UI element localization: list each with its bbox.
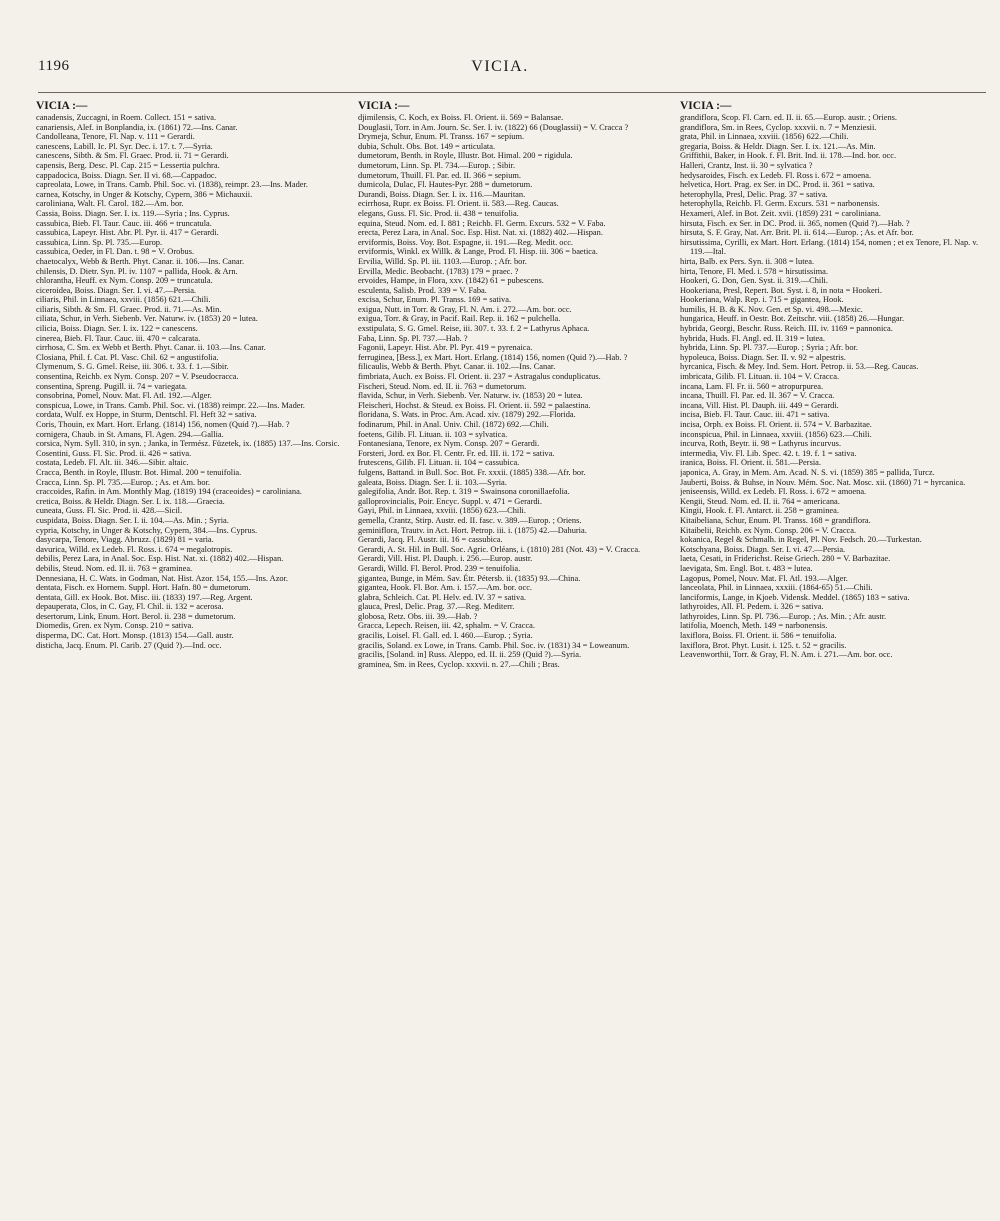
index-entry: glabra, Schleich. Cat. Pl. Helv. ed. IV. 37 = sativa. [358,592,527,602]
index-entry: gracilis, Soland. ex Lowe, in Trans. Camb. Phil. Soc. iv. (1831) 34 = Loweanum. [358,640,630,650]
index-entry: latifolia, Moench, Meth. 149 = narbonensis. [680,621,828,631]
index-entry: laxiflora, Brot. Phyt. Lusit. i. 125. t. 52 = gracilis. [680,640,847,650]
index-entry: exigua, Torr. & Gray, in Pacif. Rail. Rep. ii. 162 = pulchella. [358,314,561,324]
index-entry: canadensis, Zuccagni, in Roem. Collect. 151 = sativa. [36,113,217,122]
index-entry: Diomedis, Gren. ex Nym. Consp. 210 = sativa. [36,621,194,631]
index-entry: helvetica, Hort. Prag. ex Ser. in DC. Prod. ii. 361 = sativa. [680,180,875,190]
index-entry: depauperata, Clos, in C. Gay, Fl. Chil. ii. 132 = acerosa. [36,602,224,612]
index-entry: Jauberti, Boiss. & Buhse, in Nouv. Mém. Soc. Nat. Mosc. xii. (1860) 71 = hyrcanica. [680,477,966,487]
index-entry: dubia, Schult. Obs. Bot. 149 = articulata. [358,141,496,151]
index-entry: geminiflora, Trautv. in Act. Hort. Petrop. iii. i. (1875) 42.—Dahuria. [358,525,587,535]
index-entry: Kengii, Steud. Nom. ed. II. ii. 764 = americana. [680,496,840,506]
index-entry: incana, Thuill. Fl. Par. ed. II. 367 = V. Cracca. [680,391,835,401]
index-entry: gracilis, Loisel. Fl. Gall. ed. I. 460.—Europ. ; Syria. [358,631,533,641]
index-entry: lanciformis, Lange, in Kjoeb. Vidensk. Meddel. (1865) 183 = sativa. [680,592,910,602]
index-entry: cornigera, Chaub. in St. Amans, Fl. Agen. 294.—Gallia. [36,429,224,439]
index-entry: grandiflora, Sm. in Rees, Cyclop. xxxvii. n. 7 = Menziesii. [680,122,877,132]
index-entry: hyrcanica, Fisch. & Mey. Ind. Sem. Hort. Petrop. ii. 53.—Reg. Caucas. [680,362,919,372]
index-entry: Cracca, Benth. in Royle, Illustr. Bot. Himal. 200 = tenuifolia. [36,467,242,477]
index-entry: Gerardi, Willd. Fl. Berol. Prod. 239 = tenuifolia. [358,563,521,573]
index-entry: lathyroides, Linn. Sp. Pl. 736.—Europ. ; As. Min. ; Afr. austr. [680,611,887,621]
index-entry: heterophylla, Presl, Delic. Prag. 37 = sativa. [680,189,828,199]
index-entry: fimbriata, Auch. ex Boiss. Fl. Orient. ii. 237 = Astragalus conduplicatus. [358,372,601,382]
index-entry: Gayi, Phil. in Linnaea, xxviii. (1856) 623.—Chili. [358,506,526,516]
index-entry: cassubica, Linn. Sp. Pl. 735.—Europ. [36,237,163,247]
index-entry: Gerardi, A. St. Hil. in Bull. Soc. Agric. Orléans, i. (1810) 281 (Not. 43) = V. Cracca. [358,544,641,554]
index-entry: dentata, Fisch. ex Hornem. Suppl. Hort. Hafn. 80 = dumetorum. [36,583,251,593]
index-entry: capensis, Berg. Desc. Pl. Cap. 215 = Lessertia pulchra. [36,160,220,170]
index-entry: hybrida, Georgi, Beschr. Russ. Reich. III. iv. 1169 = pannonica. [680,324,893,334]
index-entry: fodinarum, Phil. in Anal. Univ. Chil. (1872) 692.—Chili. [358,420,549,429]
column-heading: VICIA :— [358,100,410,112]
index-entry: consentina, Reichb. ex Nym. Consp. 207 = V. Pseudocracca. [36,372,239,382]
index-entry: excisa, Schur, Enum. Pl. Transs. 169 = sativa. [358,295,512,305]
index-entry: hirta, Tenore, Fl. Med. i. 578 = hirsutissima. [680,266,828,276]
index-entry: disticha, Jacq. Enum. Pl. Carib. 27 (Quid ?).—Ind. occ. [36,640,222,650]
index-entry: djimilensis, C. Koch, ex Boiss. Fl. Orient. ii. 569 = Balansae. [358,113,564,122]
index-entry: canariensis, Alef. in Bonplandia, ix. (1861) 72.—Ins. Canar. [36,122,238,132]
index-entry: chaetocalyx, Webb & Berth. Phyt. Canar. ii. 106.—Ins. Canar. [36,256,245,266]
index-entry: cuneata, Guss. Fl. Sic. Prod. ii. 428.—Sicil. [36,506,183,516]
index-entry: Ervilia, Willd. Sp. Pl. iii. 1103.—Europ. ; Afr. bor. [358,256,527,266]
index-entry: jeniseensis, Willd. ex Ledeb. Fl. Ross. i. 672 = amoena. [680,487,867,497]
index-entry: hybrida, Linn. Sp. Pl. 737.—Europ. ; Syria ; Afr. bor. [680,343,858,353]
index-entry: Kotschyana, Boiss. Diagn. Ser. I. vi. 47.—Persia. [680,544,846,554]
index-entry: dumetorum, Benth. in Royle, Illustr. Bot. Himal. 200 = rigidula. [358,151,573,161]
index-entry: incana, Lam. Fl. Fr. ii. 560 = atropurpurea. [680,381,824,391]
index-entry: dumetorum, Linn. Sp. Pl. 734.—Europ. ; Sibir. [358,160,516,170]
index-entry: kokanica, Regel & Schmalh. in Regel, Pl. Nov. Fedsch. 20.—Turkestan. [680,535,922,545]
index-entry: erviformis, Boiss. Voy. Bot. Espagne, ii. 191.—Reg. Medit. occ. [358,237,574,247]
index-entry: consentina, Spreng. Pugill. ii. 74 = variegata. [36,381,188,391]
index-entry: grata, Phil. in Linnaea, xxviii. (1856) 622.—Chili. [680,132,849,142]
index-entry: intermedia, Viv. Fl. Lib. Spec. 42. t. 19. f. 1 = sativa. [680,448,857,458]
index-entry: conspicua, Lowe, in Trans. Camb. Phil. Soc. vi. (1838) reimpr. 22.—Ins. Mader. [36,400,305,410]
index-entry: debilis, Steud. Nom. ed. II. ii. 763 = graminea. [36,563,193,573]
index-entry: ecirrhosa, Rupr. ex Boiss. Fl. Orient. ii. 583.—Reg. Caucas. [358,199,559,209]
index-entry: Fleischeri, Hochst. & Steud. ex Boiss. Fl. Orient. ii. 592 = palaestina. [358,400,591,410]
index-entry: hirsutissima, Cyrilli, ex Mart. Hort. Erlang. (1814) 154, nomen ; et ex Tenore, Fl. Nap. v. 119.—Ital. [680,237,979,257]
index-entry: dumicola, Dulac, Fl. Hautes-Pyr. 288 = dumetorum. [358,180,533,190]
index-entry: cypria, Kotschy, in Unger & Kotschy, Cypern, 384.—Ins. Cyprus. [36,525,258,535]
index-entry: ervoides, Hampe, in Flora, xxv. (1842) 61 = pubescens. [358,276,544,286]
index-entry: Hexameri, Alef. in Bot. Zeit. xvii. (1859) 231 = caroliniana. [680,208,881,218]
index-entry: hirta, Balb. ex Pers. Syn. ii. 308 = lutea. [680,256,815,266]
column-1 [36,100,348,1200]
index-entry: glauca, Presl, Delic. Prag. 37.—Reg. Mediterr. [358,602,515,612]
index-entry: gregaria, Boiss. & Heldr. Diagn. Ser. I. ix. 121.—As. Min. [680,141,876,151]
index-entry: desertorum, Link, Enum. Hort. Berol. ii. 238 = dumetorum. [36,611,236,621]
index-entry: craccoides, Rafin. in Am. Monthly Mag. (1819) 194 (craceoides) = caroliniana. [36,487,302,497]
index-entry: caroliniana, Walt. Fl. Carol. 182.—Am. bor. [36,199,184,209]
index-entry: davurica, Willd. ex Ledeb. Fl. Ross. i. 674 = megalotropis. [36,544,233,554]
index-entry: imbricata, Gilib. Fl. Lituan. ii. 104 = V. Cracca. [680,372,840,382]
index-entry: consobrina, Pomel, Nouv. Mat. Fl. Atl. 192.—Alger. [36,391,212,401]
index-entry: Fischeri, Steud. Nom. ed. II. ii. 763 = dumetorum. [358,381,527,391]
index-entry: cordata, Wulf. ex Hoppe, in Sturm, Dentschl. Fl. Heft 32 = sativa. [36,410,257,420]
index-entry: Hookeri, G. Don, Gen. Syst. ii. 319.—Chili. [680,276,828,286]
column-heading: VICIA :— [36,100,88,112]
index-entry: corsica, Nym. Syll. 310, in syn. ; Janka, in Termész. Füzetek, ix. (1885) 137.—Ins. Corsic. [36,439,340,449]
index-entry: esculenta, Salisb. Prod. 339 = V. Faba. [358,285,487,295]
index-entry: Halleri, Crantz, Inst. ii. 30 = sylvatica ? [680,160,813,170]
index-entry: hybrida, Huds. Fl. Angl. ed. II. 319 = lutea. [680,333,825,343]
index-entry: foetens, Gilib. Fl. Lituan. ii. 103 = sylvatica. [358,429,508,439]
index-entry: cinerea, Bieb. Fl. Taur. Cauc. iii. 470 = calcarata. [36,333,201,343]
index-entry: Leavenworthii, Torr. & Gray, Fl. N. Am. i. 271.—Am. bor. occ. [680,650,893,660]
index-entry: heterophylla, Reichb. Fl. Germ. Excurs. 531 = narbonensis. [680,199,880,209]
index-entry: frutescens, Gilib. Fl. Lituan. ii. 104 = cassubica. [358,458,520,468]
index-entry: Faba, Linn. Sp. Pl. 737.—Hab. ? [358,333,468,343]
index-entry: Ervilla, Medic. Beobacht. (1783) 179 = praec. ? [358,266,519,276]
index-entry: hirsuta, Fisch. ex Ser. in DC. Prod. ii. 365, nomen (Quid ?).—Hab. ? [680,218,910,228]
index-entry: laeta, Cesati, in Friderichst. Reise Griech. 280 = V. Barbazitae. [680,554,891,564]
index-entry: Kingii, Hook. f. Fl. Antarct. ii. 258 = graminea. [680,506,839,516]
index-entry: grandiflora, Scop. Fl. Carn. ed. II. ii. 65.—Europ. austr. ; Oriens. [680,113,898,122]
index-entry: disperma, DC. Cat. Hort. Monsp. (1813) 154.—Gall. austr. [36,631,234,641]
index-entry: erecta, Perez Lara, in Anal. Soc. Esp. Hist. Nat. xi. (1882) 402.—Hispan. [358,228,603,238]
index-entry: galeata, Boiss. Diagn. Ser. I. ii. 103.—Syria. [358,477,507,487]
running-head: VICIA. [471,58,529,75]
index-entry: gigantea, Hook. Fl. Bor. Am. i. 157.—Am. bor. occ. [358,583,532,593]
index-entry: Cosentini, Guss. Fl. Sic. Prod. ii. 426 = sativa. [36,448,192,458]
index-entry: dasycarpa, Tenore, Viagg. Abruzz. (1829) 81 = varia. [36,535,214,545]
index-entry: Gerardi, Vill. Hist. Pl. Dauph. i. 256.—Europ. austr. [358,554,533,564]
index-entry: cretica, Boiss. & Heldr. Diagn. Ser. I. ix. 118.—Graecia. [36,496,225,506]
index-entry: gracilis, [Soland. in] Russ. Aleppo, ed. II. ii. 259 (Quid ?).—Syria. [358,650,582,660]
index-entry: gigantea, Bunge, in Mém. Sav. Étr. Pétersb. ii. (1835) 93.—China. [358,573,581,583]
index-entry: filicaulis, Webb & Berth. Phyt. Canar. ii. 102.—Ins. Canar. [358,362,556,372]
index-entry: exigua, Nutt. in Torr. & Gray, Fl. N. Am. i. 272.—Am. bor. occ. [358,304,572,314]
index-entry: Gracca, Lepech. Reisen, iii. 42, sphalm. = V. Cracca. [358,621,535,631]
index-entry: humilis, H. B. & K. Nov. Gen. et Sp. vi. 498.—Mexic. [680,304,863,314]
index-entry: Fagonii, Lapeyr. Hist. Abr. Pl. Pyr. 419 = pyrenaica. [358,343,533,353]
index-entry: Kitaibelii, Reichb. ex Nym. Consp. 206 = V. Cracca. [680,525,857,535]
index-entry: graminea, Sm. in Rees, Cyclop. xxxvii. n. 27.—Chili ; Bras. [358,659,560,669]
index-entry: chlorantha, Heuff. ex Nym. Consp. 209 = truncatula. [36,276,213,286]
index-entry: cuspidata, Boiss. Diagn. Ser. I. ii. 104.—As. Min. ; Syria. [36,515,229,525]
index-entry: Lagopus, Pomel, Nouv. Mat. Fl. Atl. 193.—Alger. [680,573,848,583]
index-entry: Durandi, Boiss. Diagn. Ser. I. ix. 116.—Mauritan. [358,189,526,199]
index-entry: lathyroides, All. Fl. Pedem. i. 326 = sativa. [680,602,824,612]
index-entry: hungarica, Heuff. in Oestr. Bot. Zeitschr. viii. (1858) 26.—Hungar. [680,314,905,324]
index-entry: Griffithii, Baker, in Hook. f. Fl. Brit. Ind. ii. 178.—Ind. bor. occ. [680,151,897,161]
index-entry: carnea, Kotschy, in Unger & Kotschy, Cypern, 386 = Michauxii. [36,189,253,199]
index-entry: ciliata, Schur, in Verh. Siebenb. Ver. Naturw. iv. (1853) 20 = lutea. [36,314,258,324]
index-entry: floridana, S. Wats. in Proc. Am. Acad. xiv. (1879) 292.—Florida. [358,410,576,420]
index-entry: Drymeja, Schur, Enum. Pl. Transs. 167 = sepium. [358,132,525,142]
index-entry: laevigata, Sm. Engl. Bot. t. 483 = lutea. [680,563,813,573]
index-entry: canescens, Sibth. & Sm. Fl. Graec. Prod. ii. 71 = Gerardi. [36,151,229,161]
index-entry: canescens, Labill. Ic. Pl. Syr. Dec. i. 17. t. 7.—Syria. [36,141,213,151]
page-number: 1196 [38,58,70,74]
index-entry: Candolleana, Tenore, Fl. Nap. v. 111 = Gerardi. [36,132,195,142]
index-entry: Closiana, Phil. f. Cat. Pl. Vasc. Chil. 62 = angustifolia. [36,352,219,362]
index-entry: incisa, Orph. ex Boiss. Fl. Orient. ii. 574 = V. Barbazitae. [680,420,872,429]
index-entry: lanceolata, Phil. in Linnaea, xxxiii. (1864-65) 51.—Chili. [680,583,873,593]
index-entry: galloprovincialis, Poir. Encyc. Suppl. v. 471 = Gerardi. [358,496,542,506]
index-entry: fulgens, Battand. in Bull. Soc. Bot. Fr. xxxii. (1885) 338.—Afr. bor. [358,467,586,477]
index-entry: erviformis, Winkl. ex Willk. & Lange, Prod. Fl. Hisp. iii. 306 = baetica. [358,247,598,257]
index-entry: capreolata, Lowe, in Trans. Camb. Phil. Soc. vi. (1838), reimpr. 23.—Ins. Mader. [36,180,308,190]
index-entry: cilicia, Boiss. Diagn. Ser. I. ix. 122 = canescens. [36,324,198,334]
column-3 [680,100,992,1200]
index-entry: cassubica, Lapeyr. Hist. Abr. Pl. Pyr. ii. 417 = Gerardi. [36,228,219,238]
index-entry: cassubica, Bieb. Fl. Taur. Cauc. iii. 466 = truncatula. [36,218,212,228]
index-entry: Clymenum, S. G. Gmel. Reise, iii. 306. t. 33. f. 1.—Sibir. [36,362,229,372]
index-entry: incurva, Roth, Beytr. ii. 98 = Lathyrus incurvus. [680,439,842,449]
index-entry: Cracca, Linn. Sp. Pl. 735.—Europ. ; As. et Am. bor. [36,477,210,487]
index-columns [36,100,992,1200]
index-entry: Kitaibeliana, Schur, Enum. Pl. Transs. 168 = grandiflora. [680,515,871,525]
header-rule [38,92,986,93]
index-entry: dumetorum, Thuill. Fl. Par. ed. II. 366 = sepium. [358,170,521,180]
index-entry: cassubica, Oeder, in Fl. Dan. t. 98 = V. Orobus. [36,247,195,257]
index-entry: ciliaris, Phil. in Linnaea, xxviii. (1856) 621.—Chili. [36,295,211,305]
index-entry: cirrhosa, C. Sm. ex Webb et Berth. Phyt. Canar. ii. 103.—Ins. Canar. [36,343,266,353]
index-entry: inconspicua, Phil. in Linnaea, xxviii. (1856) 623.—Chili. [680,429,872,439]
index-entry: elegans, Guss. Fl. Sic. Prod. ii. 438 = tenuifolia. [358,208,519,218]
index-entry: laxiflora, Boiss. Fl. Orient. ii. 586 = tenuifolia. [680,631,837,641]
index-entry: gemella, Crantz, Stirp. Austr. ed. II. fasc. v. 389.—Europ. ; Oriens. [358,515,582,525]
index-entry: equina, Steud. Nom. ed. I. 881 ; Reichb. Fl. Germ. Excurs. 532 = V. Faba. [358,218,606,228]
index-entry: hedysaroides, Fisch. ex Ledeb. Fl. Ross i. 672 = amoena. [680,170,872,180]
index-entry: exstipulata, S. G. Gmel. Reise, iii. 307. t. 33. f. 2 = Lathyrus Aphaca. [358,324,590,334]
column-heading: VICIA :— [680,100,732,112]
index-entry: Dennesiana, H. C. Wats. in Godman, Nat. Hist. Azor. 154, 155.—Ins. Azor. [36,573,289,583]
index-entry: Forsteri, Jord. ex Bor. Fl. Centr. Fr. ed. III. ii. 172 = sativa. [358,448,555,458]
index-entry: Coris, Thouin, ex Mart. Hort. Erlang. (1814) 156, nomen (Quid ?).—Hab. ? [36,420,290,429]
index-entry: incisa, Bieb. Fl. Taur. Cauc. iii. 471 = sativa. [680,410,830,420]
index-entry: ciceroidea, Boiss. Diagn. Ser. I. vi. 47.—Persia. [36,285,197,295]
index-entry: Gerardi, Jacq. Fl. Austr. iii. 16 = cassubica. [358,535,503,545]
index-entry: costata, Ledeb. Fl. Alt. iii. 346.—Sibir. altaic. [36,458,189,468]
index-entry: ciliaris, Sibth. & Sm. Fl. Graec. Prod. ii. 71.—As. Min. [36,304,222,314]
index-entry: iranica, Boiss. Fl. Orient. ii. 581.—Persia. [680,458,821,468]
index-entry: chilensis, D. Dietr. Syn. Pl. iv. 1107 = pallida, Hook. & Arn. [36,266,238,276]
index-entry: ferruginea, [Bess.], ex Mart. Hort. Erlang. (1814) 156, nomen (Quid ?).—Hab. ? [358,352,628,362]
index-entry: globosa, Retz. Obs. iii. 39.—Hab. ? [358,611,478,621]
column-2 [358,100,670,1200]
index-entry: hirsuta, S. F. Gray, Nat. Arr. Brit. Pl. ii. 614.—Europ. ; As. et Afr. bor. [680,228,914,238]
index-entry: Hookeriana, Presl, Repert. Bot. Syst. i. 8, in nota = Hookeri. [680,285,882,295]
index-entry: dentata, Gill. ex Hook. Bot. Misc. iii. (1833) 197.—Reg. Argent. [36,592,253,602]
index-entry: incana, Vill. Hist. Pl. Dauph. iii. 449 = Gerardi. [680,400,839,410]
index-entry: Douglasii, Torr. in Am. Journ. Sc. Ser. I. iv. (1822) 66 (Douglassii) = V. Cracca ? [358,122,629,132]
index-entry: flavida, Schur, in Verh. Siebenb. Ver. Naturw. iv. (1853) 20 = lutea. [358,391,583,401]
index-entry: hypoleuca, Boiss. Diagn. Ser. II. v. 92 = alpestris. [680,352,846,362]
index-entry: Hookeriana, Walp. Rep. i. 715 = gigantea, Hook. [680,295,844,305]
index-entry: galegifolia, Andr. Bot. Rep. t. 319 = Swainsona coronillaefolia. [358,487,570,497]
index-entry: japonica, A. Gray, in Mem. Am. Acad. N. S. vi. (1859) 385 = pallida, Turcz. [680,467,935,477]
index-entry: debilis, Perez Lara, in Anal. Soc. Esp. Hist. Nat. xi. (1882) 402.—Hispan. [36,554,284,564]
index-entry: Cassia, Boiss. Diagn. Ser. I. ix. 119.—Syria ; Ins. Cyprus. [36,208,230,218]
index-entry: cappadocica, Boiss. Diagn. Ser. II vi. 68.—Cappadoc. [36,170,217,180]
index-entry: Fontanesiana, Tenore, ex Nym. Consp. 207 = Gerardi. [358,439,540,449]
